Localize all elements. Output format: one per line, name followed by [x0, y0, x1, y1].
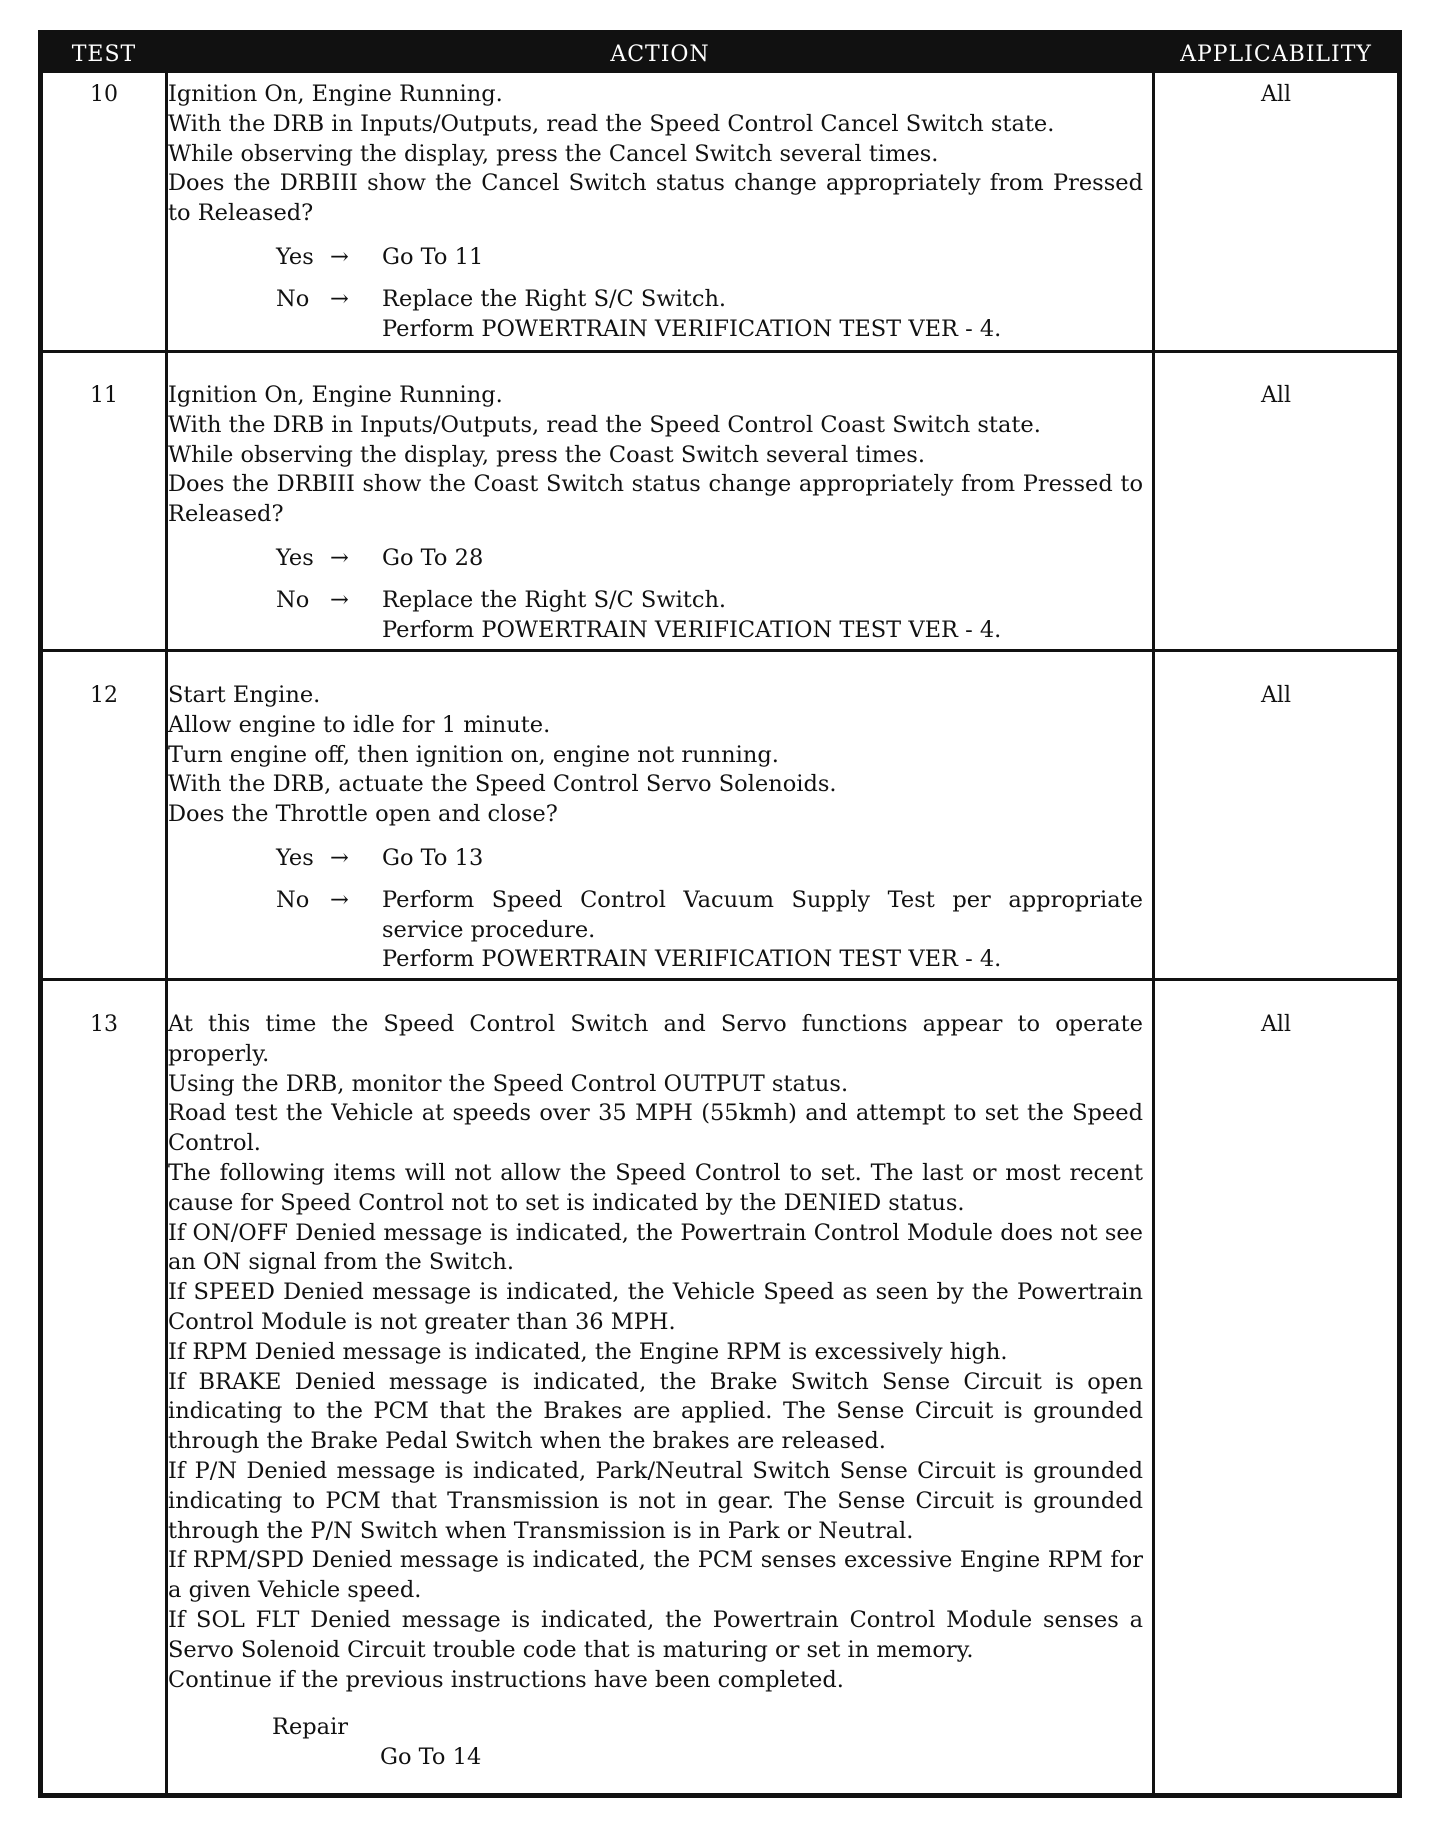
- row-divider: [43, 350, 1397, 353]
- no-label: No: [276, 586, 310, 613]
- instruction-line: If P/N Denied message is indicated, Park/Neutral Switch Sense Circuit is grounded indicating to PCM that Transmission is not in gear. The Sense Circuit is grounded through the P/N Switch when Transmission is in Park or Neutral.: [168, 1457, 1143, 1544]
- instruction-line: At this time the Speed Control Switch and Servo functions appear to operate properly.: [168, 1011, 1143, 1067]
- no-label: No: [276, 886, 310, 913]
- no-branch: [276, 586, 1143, 646]
- instruction-line: With the DRB, actuate the Speed Control Servo Solenoids.: [168, 771, 837, 798]
- yes-branch: [276, 844, 1143, 874]
- test-number: 13: [90, 1012, 118, 1037]
- instruction-line: Start Engine.: [168, 682, 321, 708]
- instruction-line: Does the Throttle open and close?: [168, 801, 558, 828]
- instruction-line: If RPM/SPD Denied message is indicated, the PCM senses excessive Engine RPM for a given Vehicle speed.: [168, 1547, 1143, 1604]
- no-result-line: Replace the Right S/C Switch.: [382, 285, 727, 312]
- yes-branch: [276, 243, 1143, 273]
- no-result-line: Replace the Right S/C Switch.: [382, 586, 727, 613]
- no-result-line: Perform Speed Control Vacuum Supply Test per appropriate service procedure.: [382, 886, 1143, 943]
- action-cell: [168, 80, 1143, 344]
- action-cell: [168, 681, 1143, 975]
- action-cell: [168, 381, 1143, 645]
- instruction-line: The following items will not allow the Speed Control to set. The last or most recent cause for Speed Control not to set is indicated by the DENIED status.: [168, 1159, 1143, 1216]
- header-applicability: APPLICABILITY: [1180, 42, 1372, 67]
- instruction-line: With the DRB in Inputs/Outputs, read the Speed Control Cancel Switch state.: [168, 110, 1055, 137]
- arrow-icon: →: [330, 285, 349, 312]
- applicability-value: All: [1261, 683, 1291, 708]
- instruction-line: While observing the display, press the Coast Switch several times.: [168, 441, 925, 468]
- instruction-line: Ignition On, Engine Running.: [168, 382, 503, 408]
- instruction-line: Using the DRB, monitor the Speed Control OUTPUT status.: [168, 1070, 849, 1097]
- arrow-icon: →: [330, 544, 349, 571]
- instruction-line: Ignition On, Engine Running.: [168, 81, 503, 107]
- table-header: [43, 35, 1397, 73]
- applicability-value: All: [1261, 82, 1291, 107]
- diagnostic-table: [38, 30, 1402, 1798]
- instruction-line: Does the DRBIII show the Coast Switch status change appropriately from Pressed to Released?: [168, 471, 1143, 528]
- no-label: No: [276, 285, 310, 312]
- yes-branch: [276, 544, 1143, 574]
- test-number: 11: [90, 383, 118, 408]
- applicability-value: All: [1261, 383, 1291, 408]
- instruction-line: If RPM Denied message is indicated, the Engine RPM is excessively high.: [168, 1338, 1008, 1365]
- yes-result: Go To 13: [382, 844, 484, 871]
- header-action: ACTION: [610, 42, 710, 67]
- instruction-line: If ON/OFF Denied message is indicated, the Powertrain Control Module does not see an ON signal from the Switch.: [168, 1219, 1143, 1276]
- repair-label: Repair: [272, 1714, 349, 1741]
- test-number: 10: [90, 82, 118, 107]
- no-result-line: Perform POWERTRAIN VERIFICATION TEST VER - 4.: [382, 616, 1002, 643]
- instruction-line: Road test the Vehicle at speeds over 35 MPH (55kmh) and attempt to set the Speed Control.: [168, 1100, 1143, 1157]
- yes-label: Yes: [276, 844, 314, 871]
- arrow-icon: →: [330, 886, 349, 913]
- instruction-line: Does the DRBIII show the Cancel Switch status change appropriately from Pressed to Released?: [168, 170, 1143, 227]
- arrow-icon: →: [330, 586, 349, 613]
- instruction-line: If SPEED Denied message is indicated, the Vehicle Speed as seen by the Powertrain Control Module is not greater than 36 MPH.: [168, 1279, 1143, 1335]
- row-divider: [43, 649, 1397, 652]
- instruction-line: With the DRB in Inputs/Outputs, read the Speed Control Coast Switch state.: [168, 411, 1041, 438]
- arrow-icon: →: [330, 243, 349, 270]
- instruction-line: If SOL FLT Denied message is indicated, the Powertrain Control Module senses a Servo Solenoid Circuit trouble code that is maturing or set in memory.: [168, 1606, 1143, 1663]
- yes-result: Go To 28: [382, 544, 484, 571]
- instruction-line: While observing the display, press the Cancel Switch several times.: [168, 140, 939, 167]
- action-cell: [168, 1010, 1143, 1773]
- row-divider: [43, 978, 1397, 981]
- no-branch: [276, 285, 1143, 345]
- no-result-line: Perform POWERTRAIN VERIFICATION TEST VER - 4.: [382, 315, 1002, 342]
- no-result-line: Perform POWERTRAIN VERIFICATION TEST VER - 4.: [382, 946, 1002, 973]
- instruction-line: Continue if the previous instructions have been completed.: [168, 1666, 844, 1693]
- column-divider: [1152, 35, 1155, 1793]
- arrow-icon: →: [330, 844, 349, 871]
- instruction-line: Turn engine off, then ignition on, engine not running.: [168, 741, 779, 768]
- repair-result: Go To 14: [380, 1744, 482, 1771]
- no-branch: [276, 886, 1143, 975]
- yes-label: Yes: [276, 544, 314, 571]
- applicability-value: All: [1261, 1012, 1291, 1037]
- yes-result: Go To 11: [382, 243, 484, 270]
- header-test: TEST: [71, 42, 137, 67]
- instruction-line: If BRAKE Denied message is indicated, the Brake Switch Sense Circuit is open indicating to the PCM that the Brakes are applied. The Sense Circuit is grounded through the Brake Pedal Switch when the brakes are released.: [168, 1368, 1143, 1455]
- instruction-line: Allow engine to idle for 1 minute.: [168, 711, 551, 738]
- yes-label: Yes: [276, 243, 314, 270]
- test-number: 12: [90, 683, 118, 708]
